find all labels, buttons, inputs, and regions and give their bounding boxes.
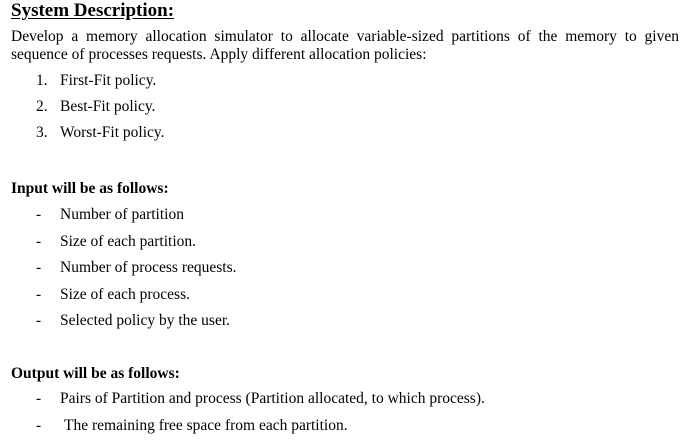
paragraph-line-2: sequence of processes requests. Apply different allocation policies: (11, 46, 427, 63)
list-bullet: - (36, 390, 42, 407)
input-item-text: Size of each process. (60, 285, 190, 303)
list-number: 2. (36, 98, 48, 115)
system-description-paragraph (11, 28, 679, 64)
policy-text: Worst-Fit policy. (60, 124, 165, 141)
output-item-text: Pairs of Partition and process (Partition allocated, to which process). (60, 390, 485, 407)
list-bullet: - (36, 206, 42, 223)
input-item-text: Number of process requests. (60, 259, 237, 276)
system-description-title: System Description: (11, 0, 175, 21)
policy-text: First-Fit policy. (60, 72, 157, 89)
input-heading: Input will be as follows: (11, 180, 169, 197)
list-bullet: - (36, 285, 42, 303)
list-bullet: - (36, 416, 42, 434)
policy-text: Best-Fit policy. (60, 98, 156, 115)
input-item-text: Size of each partition. (60, 232, 197, 250)
output-heading: Output will be as follows: (11, 365, 180, 382)
input-item-text: Selected policy by the user. (60, 312, 231, 329)
paragraph-line-1: Develop a memory allocation simulator to allocate variable-sized partitions of the memory to given (11, 28, 679, 45)
input-item-text: Number of partition (60, 206, 184, 223)
list-number: 1. (36, 72, 48, 89)
list-bullet: - (36, 259, 42, 276)
list-bullet: - (36, 312, 42, 329)
list-number: 3. (36, 124, 48, 141)
list-bullet: - (36, 232, 42, 250)
output-item-text: The remaining free space from each partition. (64, 416, 348, 434)
